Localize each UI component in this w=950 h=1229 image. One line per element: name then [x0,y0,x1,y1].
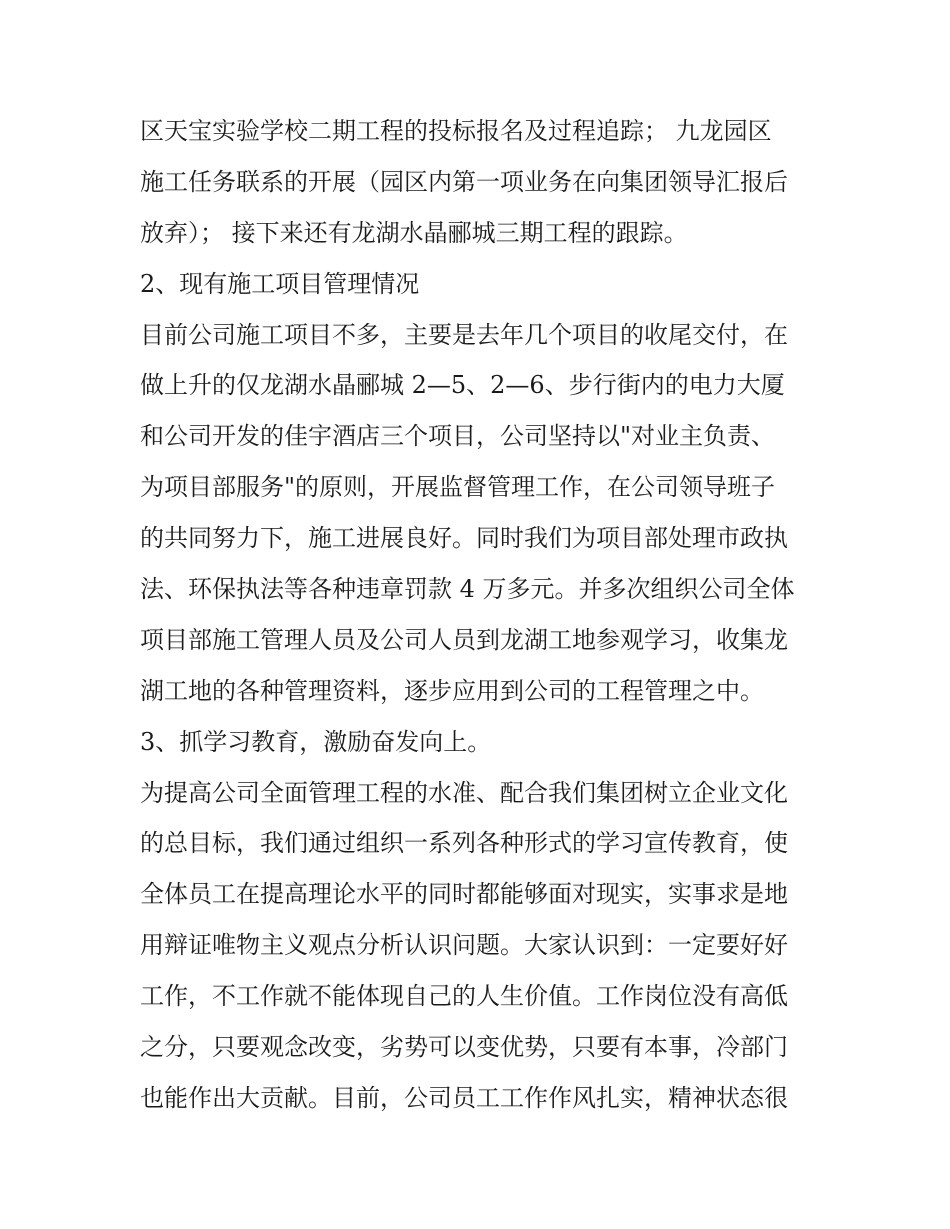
text-line: 目前公司施工项目不多，主要是去年几个项目的收尾交付，在 [140,320,788,349]
text-line: 区天宝实验学校二期工程的投标报名及过程追踪； 九龙园区 [140,117,772,145]
text-line: 法、环保执法等各种违章罚款 4 万多元。并多次组织公司全体 [140,575,795,604]
text-line: 放弃）； 接下来还有龙湖水晶郦城三期工程的跟踪。 [140,218,688,247]
text-line: 工作，不工作就不能体现自己的人生价值。工作岗位没有高低 [140,982,788,1011]
text-line: 全体员工在提高理论水平的同时都能够面对现实，实事求是地 [140,880,788,909]
section-heading: 3、抓学习教育，激励奋发向上。 [140,727,492,756]
text-line: 用辩证唯物主义观点分析认识问题。大家认识到：一定要好好 [140,931,788,960]
text-line: 也能作出大贡献。目前，公司员工工作作风扎实，精神状态很 [140,1083,788,1112]
text-line: 湖工地的各种管理资料，逐步应用到公司的工程管理之中。 [140,676,764,705]
text-line: 为项目部服务"的原则，开展监督管理工作，在公司领导班子 [140,473,776,502]
section-heading: 2、现有施工项目管理情况 [140,269,420,298]
text-line: 做上升的仅龙湖水晶郦城 2—5、2—6、步行街内的电力大厦 [140,371,785,400]
text-line: 为提高公司全面管理工程的水准、配合我们集团树立企业文化 [140,778,788,807]
text-line: 施工任务联系的开展（园区内第一项业务在向集团领导汇报后 [140,167,788,196]
text-line: 项目部施工管理人员及公司人员到龙湖工地参观学习，收集龙 [140,625,788,654]
text-line: 之分，只要观念改变，劣势可以变优势，只要有本事，冷部门 [140,1033,788,1062]
text-line: 的共同努力下，施工进展良好。同时我们为项目部处理市政执 [140,524,788,553]
text-line: 的总目标，我们通过组织一系列各种形式的学习宣传教育，使 [140,829,788,858]
document-body [140,106,820,1124]
text-line: 和公司开发的佳宇酒店三个项目，公司坚持以"对业主负责、 [140,422,776,451]
